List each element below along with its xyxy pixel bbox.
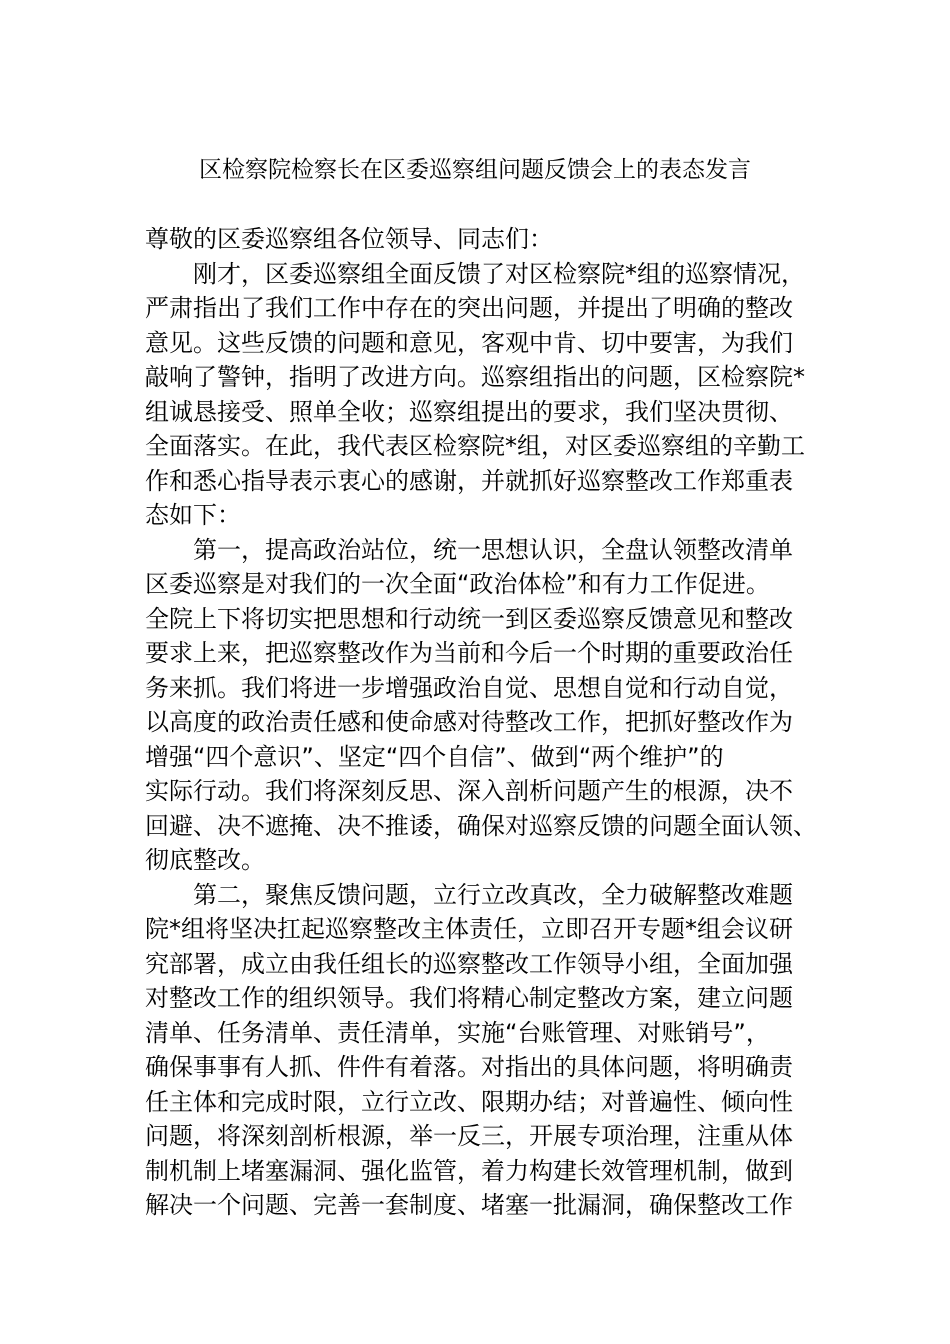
text-line: 对整改工作的组织领导。我们将精心制定整改方案，建立问题: [145, 984, 793, 1012]
text-line: 尊敬的区委巡察组各位领导、同志们：: [145, 225, 553, 253]
document-title: 区检察院检察长在区委巡察组问题反馈会上的表态发言: [199, 157, 751, 183]
text-line: 区委巡察是对我们的一次全面“政治体检”和有力工作促进。: [145, 570, 770, 598]
text-line: 以高度的政治责任感和使命感对待整改工作，把抓好整改作为: [145, 708, 793, 736]
text-line: 全面落实。在此，我代表区检察院*组，对区委巡察组的辛勤工: [145, 432, 805, 460]
text-line: 院*组将坚决扛起巡察整改主体责任，立即召开专题*组会议研: [145, 915, 793, 943]
text-line: 第二，聚焦反馈问题，立行立改真改，全力破解整改难题: [193, 880, 793, 909]
text-line: 确保事事有人抓、件件有着落。对指出的具体问题，将明确责: [145, 1053, 793, 1081]
text-line: 组诚恳接受、照单全收；巡察组提出的要求，我们坚决贯彻、: [145, 397, 793, 426]
text-line: 要求上来，把巡察整改作为当前和今后一个时期的重要政治任: [145, 639, 793, 667]
text-line: 清单、任务清单、责任清单，实施“台账管理、对账销号”，: [145, 1018, 770, 1047]
text-line: 刚才，区委巡察组全面反馈了对区检察院*组的巡察情况，: [193, 259, 805, 288]
text-line: 实际行动。我们将深刻反思、深入剖析问题产生的根源，决不: [145, 777, 793, 805]
text-line: 回避、决不遮掩、决不推诿，确保对巡察反馈的问题全面认领、: [145, 811, 817, 840]
text-line: 究部署，成立由我任组长的巡察整改工作领导小组，全面加强: [145, 949, 793, 978]
text-line: 严肃指出了我们工作中存在的突出问题，并提出了明确的整改: [145, 294, 793, 322]
text-line: 全院上下将切实把思想和行动统一到区委巡察反馈意见和整改: [145, 604, 793, 633]
text-line: 敲响了警钟，指明了改进方向。巡察组指出的问题，区检察院*: [145, 363, 805, 391]
text-line: 第一，提高政治站位，统一思想认识，全盘认领整改清单: [193, 535, 793, 564]
text-line: 制机制上堵塞漏洞、强化监管，着力构建长效管理机制，做到: [145, 1156, 793, 1185]
text-line: 作和悉心指导表示衷心的感谢，并就抓好巡察整改工作郑重表: [145, 466, 793, 495]
text-line: 彻底整改。: [145, 846, 265, 874]
text-line: 务来抓。我们将进一步增强政治自觉、思想自觉和行动自觉，: [145, 673, 793, 702]
text-line: 态如下：: [145, 501, 241, 529]
text-line: 解决一个问题、完善一套制度、堵塞一批漏洞，确保整改工作: [145, 1191, 793, 1219]
text-line: 任主体和完成时限，立行立改、限期办结；对普遍性、倾向性: [145, 1087, 793, 1116]
document-body: [145, 222, 835, 1223]
text-line: 问题，将深刻剖析根源，举一反三，开展专项治理，注重从体: [145, 1122, 793, 1150]
text-line: 意见。这些反馈的问题和意见，客观中肯、切中要害，为我们: [145, 328, 793, 357]
text-line: 增强“四个意识”、坚定“四个自信”、做到“两个维护”的: [145, 742, 724, 771]
